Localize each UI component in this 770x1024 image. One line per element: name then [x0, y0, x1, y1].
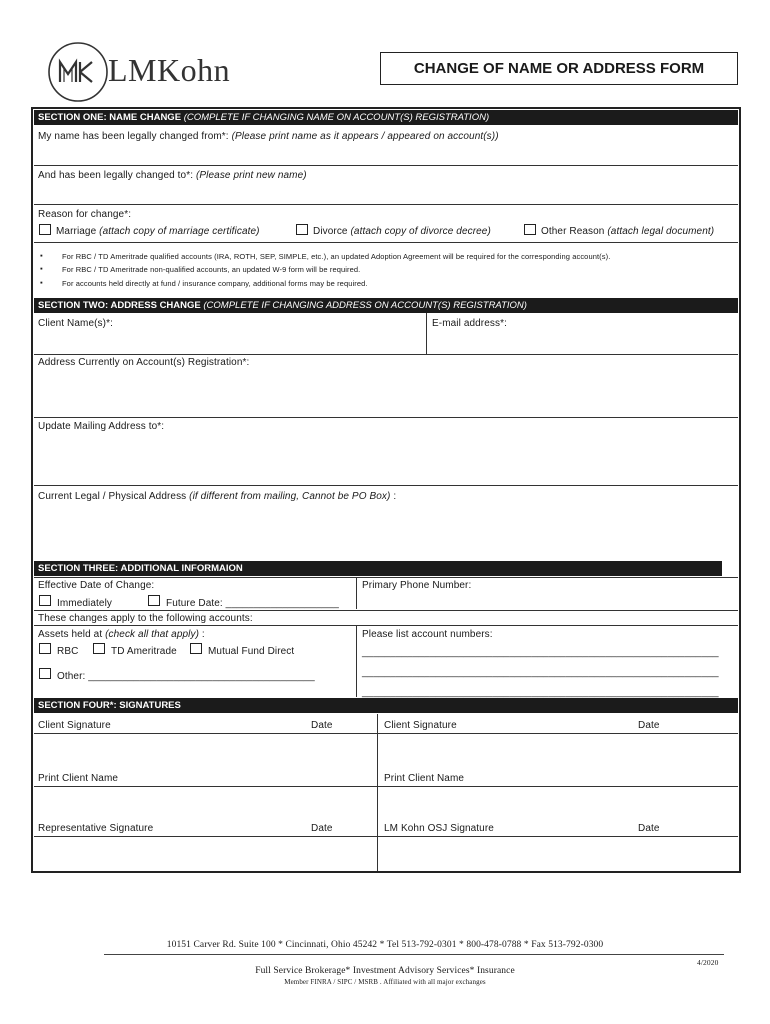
reason-label: Reason for change*: — [38, 209, 132, 220]
footer-services: Full Service Brokerage* Investment Advisory Services* Insurance — [255, 966, 515, 976]
mailing-address-field[interactable] — [34, 434, 738, 483]
mutual-fund-checkbox[interactable] — [190, 643, 202, 654]
rbc-checkbox[interactable] — [39, 643, 51, 654]
changed-from-hint: (Please print name as it appears / appeared on account(s)) — [231, 131, 499, 142]
footer-address: 10151 Carver Rd. Suite 100 * Cincinnati, Ohio 45242 * Tel 513-792-0301 * 800-478-0788 * Fax 513-792-0300 — [166, 940, 604, 950]
changed-to-label — [38, 170, 307, 181]
current-address-field[interactable] — [34, 370, 738, 416]
divider — [34, 577, 738, 578]
note-item-text: For RBC / TD Ameritrade non-qualified accounts, an updated W-9 form will be required. — [62, 265, 361, 274]
client-names-field[interactable] — [34, 331, 425, 353]
divider — [377, 714, 378, 871]
email-label: E-mail address*: — [432, 318, 507, 329]
rep-signature-label: Representative Signature — [38, 823, 154, 834]
divorce-option — [313, 226, 491, 237]
print-client-name-field[interactable] — [34, 787, 376, 819]
primary-phone-label: Primary Phone Number: — [362, 580, 472, 591]
changed-to-text: And has been legally changed to*: — [38, 170, 194, 181]
td-ameritrade-label: TD Ameritrade — [111, 646, 177, 657]
rep-signature-field[interactable] — [34, 837, 376, 871]
changed-to-hint: (Please print new name) — [195, 170, 307, 181]
divider — [426, 313, 427, 354]
legal-address-field[interactable] — [34, 505, 738, 555]
client-signature-2-label: Client Signature — [384, 720, 457, 731]
brand-name: LMKohn — [108, 52, 231, 88]
form-title: CHANGE OF NAME OR ADDRESS FORM — [413, 60, 705, 77]
divider — [34, 204, 738, 205]
immediately-checkbox[interactable] — [39, 595, 51, 606]
section-one-title: SECTION ONE: NAME CHANGE — [38, 112, 182, 123]
effective-date-label: Effective Date of Change: — [38, 580, 155, 591]
primary-phone-field[interactable] — [358, 592, 736, 608]
account-number-line[interactable]: _______________________________________________________________ — [362, 687, 719, 698]
other-reason-label: Other Reason — [541, 226, 605, 237]
legal-address-hint: (if different from mailing, Cannot be PO Box) — [189, 491, 391, 502]
section-two-subtitle: (COMPLETE IF CHANGING ADDRESS ON ACCOUNT(S) REGISTRATION) — [203, 300, 527, 311]
other-reason-checkbox[interactable] — [524, 224, 536, 235]
assets-colon: : — [201, 629, 205, 640]
future-date-checkbox[interactable] — [148, 595, 160, 606]
divider — [34, 242, 738, 243]
date-label-3: Date — [311, 823, 333, 834]
current-address-label: Address Currently on Account(s) Registration*: — [38, 357, 250, 368]
assets-text: Assets held at — [38, 629, 103, 640]
changed-from-field[interactable] — [34, 144, 738, 164]
divider — [34, 165, 738, 166]
divider — [34, 354, 738, 355]
assets-label — [38, 629, 205, 640]
date-label-4: Date — [638, 823, 660, 834]
footer-divider — [104, 954, 724, 955]
print-client-name-2-label: Print Client Name — [384, 773, 465, 784]
other-reason-hint: (attach legal document) — [607, 226, 715, 237]
legal-address-colon: : — [393, 491, 397, 502]
marriage-checkbox[interactable] — [39, 224, 51, 235]
note-item: ▪ — [40, 251, 43, 260]
marriage-hint: (attach copy of marriage certificate) — [99, 226, 260, 237]
note-item-text: For RBC / TD Ameritrade qualified accounts (IRA, ROTH, SEP, SIMPLE, etc.), an updated Adoption Agreement will be required for the corresponding account(s). — [62, 252, 611, 261]
divorce-checkbox[interactable] — [296, 224, 308, 235]
divorce-label: Divorce — [313, 226, 348, 237]
date-label: Date — [311, 720, 333, 731]
divider — [34, 625, 738, 626]
footer-revision: 4/2020 — [697, 958, 719, 967]
osj-signature-label: LM Kohn OSJ Signature — [384, 823, 494, 834]
legal-address-text: Current Legal / Physical Address — [38, 491, 187, 502]
account-numbers-label: Please list account numbers: — [362, 629, 493, 640]
footer-member: Member FINRA / SIPC / MSRB . Affiliated with all major exchanges — [284, 978, 486, 986]
future-date-label: Future Date: ____________________ — [166, 598, 339, 609]
logo — [46, 40, 276, 104]
other-account-checkbox[interactable] — [39, 668, 51, 679]
marriage-option — [56, 226, 260, 237]
client-names-label: Client Name(s)*: — [38, 318, 113, 329]
section-four-header: SECTION FOUR*: SIGNATURES — [34, 698, 738, 713]
divider — [34, 485, 738, 486]
section-two-header — [34, 298, 738, 313]
divider — [34, 417, 738, 418]
account-number-line[interactable]: _______________________________________________________________ — [362, 647, 719, 658]
other-account-label: Other: ________________________________________ — [57, 671, 315, 682]
note-item: ▪ — [40, 264, 43, 273]
marriage-label: Marriage — [56, 226, 97, 237]
email-field[interactable] — [428, 331, 736, 353]
rbc-label: RBC — [57, 646, 79, 657]
section-one-header — [34, 110, 738, 125]
divider — [356, 625, 357, 697]
divider — [356, 577, 357, 609]
osj-signature-field[interactable] — [379, 837, 737, 871]
note-item: ▪ — [40, 278, 43, 287]
logo-mark-icon — [46, 40, 110, 104]
changed-from-label — [38, 131, 499, 142]
divorce-hint: (attach copy of divorce decree) — [350, 226, 491, 237]
client-signature-2-field[interactable] — [379, 734, 737, 770]
divider — [34, 610, 738, 611]
immediately-label: Immediately — [57, 598, 113, 609]
print-client-name-label: Print Client Name — [38, 773, 119, 784]
mutual-fund-label: Mutual Fund Direct — [208, 646, 295, 657]
client-signature-field[interactable] — [34, 734, 376, 770]
print-client-name-2-field[interactable] — [379, 787, 737, 819]
form-title-box — [380, 52, 738, 85]
changed-to-field[interactable] — [34, 183, 738, 203]
other-reason-option — [541, 226, 714, 237]
account-number-line[interactable]: _______________________________________________________________ — [362, 667, 719, 678]
section-two-title: SECTION TWO: ADDRESS CHANGE — [38, 300, 201, 311]
client-signature-label: Client Signature — [38, 720, 111, 731]
mailing-address-label: Update Mailing Address to*: — [38, 421, 165, 432]
td-ameritrade-checkbox[interactable] — [93, 643, 105, 654]
changed-from-text: My name has been legally changed from*: — [38, 131, 229, 142]
date-label-2: Date — [638, 720, 660, 731]
note-item-text: For accounts held directly at fund / insurance company, additional forms may be required. — [62, 279, 368, 288]
applies-label: These changes apply to the following accounts: — [38, 613, 253, 624]
section-three-header: SECTION THREE: ADDITIONAL INFORMAION — [34, 561, 722, 576]
legal-address-label — [38, 491, 396, 502]
assets-hint: (check all that apply) — [105, 629, 200, 640]
section-one-subtitle: (COMPLETE IF CHANGING NAME ON ACCOUNT(S) REGISTRATION) — [183, 112, 490, 123]
